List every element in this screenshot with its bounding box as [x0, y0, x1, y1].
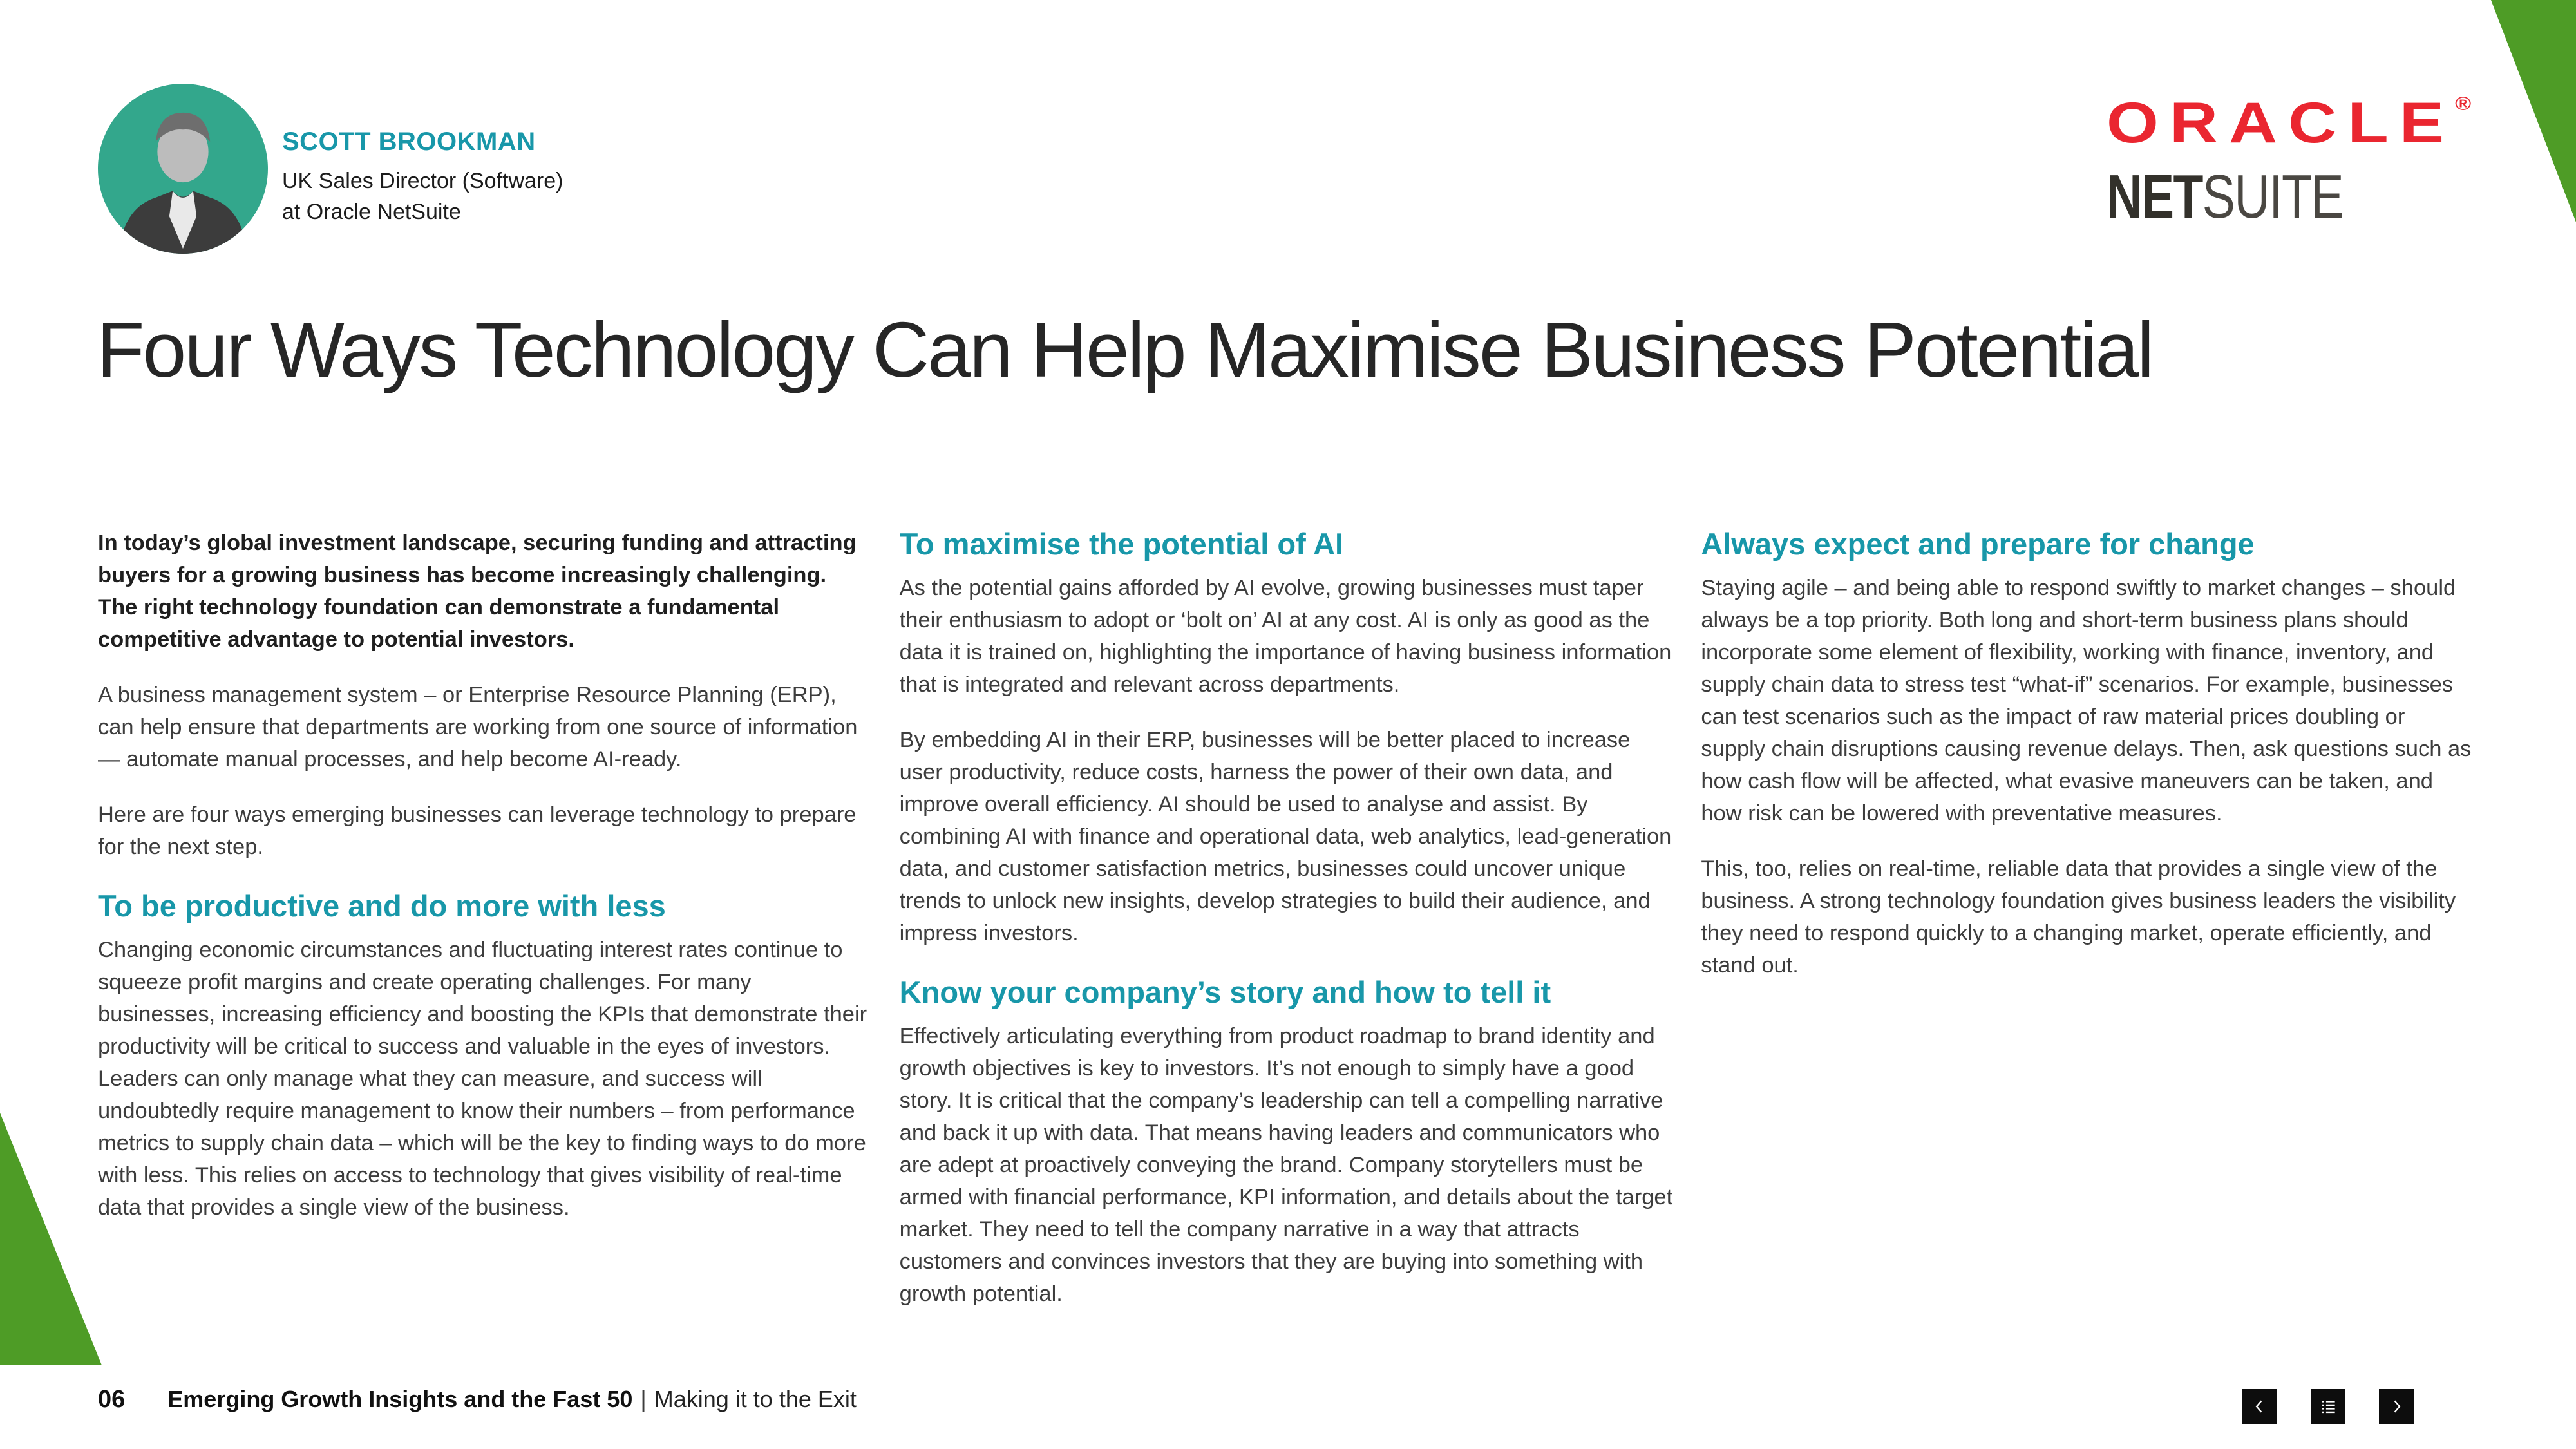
green-wedge-top-right — [2491, 0, 2576, 222]
paragraph: Here are four ways emerging businesses can leverage technology to prepare for the next step. — [98, 802, 857, 859]
net-text: NET — [2107, 162, 2202, 231]
paragraph: Changing economic circumstances and fluctuating interest rates continue to squeeze profit margins and create operating challenges. For many businesses, increasing efficiency and boosting the KPIs that demonstrate their productivity will be critical to success and valuable in the eyes of investors. Leaders can only manage what they can measure, and success will undoubtedly require management to know their numbers – from performance metrics to supply chain data – which will be the key to finding ways to do more with less. This relies on access to technology that gives visibility of real-time data that provides a single view of the business. — [98, 938, 867, 1220]
chevron-left-icon — [2250, 1397, 2269, 1416]
section-heading-change: Always expect and prepare for change — [1701, 527, 2255, 561]
page-title: Four Ways Technology Can Help Maximise Business Potential — [97, 306, 2153, 393]
author-name: SCOTT BROOKMAN — [282, 128, 536, 156]
oracle-netsuite-logo — [2107, 90, 2472, 231]
next-page-button[interactable] — [2379, 1389, 2414, 1424]
paragraph: Effectively articulating everything from product roadmap to brand identity and growth objectives is key to investors. It’s not enough to simply have a good story. It is critical that the company’s leadership can tell a compelling narrative and back it up with data. That means having leaders and communicators who are adept at proactively conveying the brand. Company storytellers must be armed with financial performance, KPI information, and details about the target market. They need to tell the company narrative in a way that attracts customers and convinces investors that they are buying into something with growth potential. — [899, 1024, 1673, 1307]
chevron-right-icon — [2387, 1397, 2406, 1416]
suite-text: SUITE — [2202, 162, 2343, 231]
author-title-line1: UK Sales Director (Software) — [282, 169, 564, 193]
contents-button[interactable] — [2311, 1389, 2345, 1424]
column-3 — [1701, 527, 2474, 1310]
oracle-text: ORACLE — [2107, 90, 2456, 155]
paragraph: This, too, relies on real-time, reliable data that provides a single view of the business. A strong technology foundation gives business leaders the visibility they need to respond quickly to a changing market, operate efficiently, and stand out. — [1701, 857, 2456, 978]
article-columns — [98, 527, 2474, 1310]
paragraph: As the potential gains afforded by AI evolve, growing businesses must taper their enthusiasm to adopt or ‘bolt on’ AI at any cost. AI is only as good as the data it is trained on, highlighting the importance of having business information that is integrated and relevant across departments. — [899, 576, 1672, 697]
publication-title: Emerging Growth Insights and the Fast 50 — [167, 1386, 633, 1412]
green-wedge-bottom-left — [0, 1113, 102, 1365]
section-heading-ai: To maximise the potential of AI — [899, 527, 1344, 561]
author-title-line2: at Oracle NetSuite — [282, 200, 461, 224]
section-heading-productive: To be productive and do more with less — [98, 889, 666, 923]
column-2 — [900, 527, 1673, 1310]
avatar — [98, 84, 268, 254]
paragraph: A business management system – or Enterprise Resource Planning (ERP), can help ensure that departments are working from one source of information— automate manual processes, and help become AI-ready. — [98, 683, 858, 772]
netsuite-wordmark — [2107, 162, 2398, 231]
footer-separator: | — [640, 1386, 647, 1412]
paragraph: By embedding AI in their ERP, businesses will be better placed to increase user productivity, reduce costs, harness the power of their own data, and improve overall efficiency. AI should be used to analyse and assist. By combining AI with finance and operational data, web analytics, lead-generation data, and customer satisfaction metrics, businesses could uncover unique trends to unlock new insights, develop strategies to build their audience, and impress investors. — [899, 728, 1672, 946]
pager-nav — [2242, 1389, 2414, 1424]
oracle-wordmark — [2107, 90, 2472, 155]
section-heading-story: Know your company’s story and how to tell it — [899, 975, 1551, 1010]
page-number: 06 — [98, 1386, 126, 1413]
paragraph: Staying agile – and being able to respond swiftly to market changes – should always be a top priority. Both long and short-term business plans should incorporate some element of flexibility, working with finance, inventory, and supply chain data to stress test “what-if” scenarios. For example, businesses can test scenarios such as the impact of raw material prices doubling or supply chain disruptions causing revenue delays. Then, ask questions such as how cash flow will be affected, what evasive maneuvers can be taken, and how risk can be lowered with preventative measures. — [1701, 576, 2472, 826]
footer — [98, 1386, 857, 1414]
column-1 — [98, 527, 871, 1310]
lead-paragraph: In today’s global investment landscape, securing funding and attracting buyers for a growing business has become increasingly challenging. The right technology foundation can demonstrate a fundamental competitive advantage to potential investors. — [98, 531, 857, 652]
registered-mark: ® — [2455, 93, 2472, 115]
list-icon — [2318, 1397, 2338, 1416]
author-block — [282, 128, 563, 227]
section-title: Making it to the Exit — [654, 1386, 857, 1412]
person-photo-icon — [98, 84, 268, 254]
previous-page-button[interactable] — [2242, 1389, 2277, 1424]
